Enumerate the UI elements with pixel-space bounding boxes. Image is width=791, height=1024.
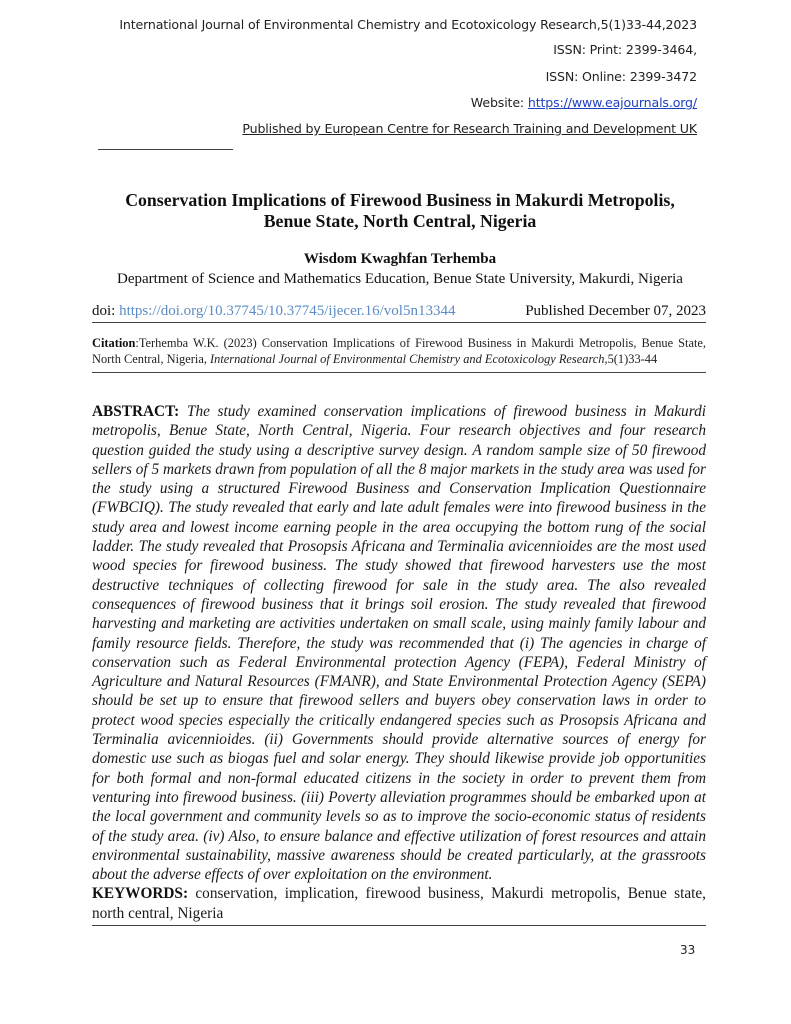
- journal-citation-header: International Journal of Environmental Chemistry and Ecotoxicology Research,5(1)33-44,2023: [119, 17, 697, 32]
- doi-line: [92, 303, 706, 323]
- doi-label: doi:: [92, 303, 120, 319]
- abstract-text: The study examined conservation implications of firewood business in Makurdi metropolis, Benue State, North Central, Nigeria. Four research objectives and four research question guided the study using a descriptive survey design. A random sample size of 50 firewood sellers of 5 markets drawn from population of all the 8 major markets in the study area was used for the study using a structured Firewood Business and Conservation Implication Questionnaire (FWBCIQ). The study revealed that early and late adult females were into firewood business in the study area and lowest income earning people in the area occupying the bottom rung of the social ladder. The study revealed that Prosopsis Africana and Terminalia avicennioides are the most used wood species for firewood business. The study showed that firewood harvesters use the most destructive techniques of collecting firewood for sale in the study area. The also revealed consequences of firewood business that it brings soil erosion. The study revealed that firewood harvesting and marketing are activities undertaken on small scale, using mainly family labour and family resource fields. Therefore, the study was recommended that (i) The agencies in charge of conservation such as Federal Environmental protection Agency (FEPA), Federal Ministry of Agriculture and Natural Resources (FMANR), and State Environmental Protection Agency (SEPA) should be set up to ensure that firewood sellers and buyers obey conservation laws in order to protect wood species especially the critically endangered species such as Prosopsis Africana and Terminalia avicennioides. (ii) Governments should provide alternative sources of energy for domestic use such as biogas fuel and solar energy. They should likewise provide job opportunities for both formal and non-formal educated citizens in the society in order to prevent them from venturing into firewood business. (iii) Poverty alleviation programmes should be embarked upon at the local government and community levels so as to improve the socio-economic status of residents of the study area. (iv) Also, to ensure balance and effective utilization of forest resources and attain environmental sustainability, massive awareness should be created particularly, at the grassroots about the adverse effects of over exploitation on the environment.: [92, 403, 706, 884]
- header-rule: [98, 149, 233, 150]
- abstract-block: [92, 402, 706, 884]
- issn-online: ISSN: Online: 2399-3472: [545, 69, 697, 84]
- author-name: Wisdom Kwaghfan Terhemba: [303, 251, 497, 267]
- website-label: Website:: [470, 95, 528, 110]
- issn-print: ISSN: Print: 2399-3464,: [553, 42, 697, 57]
- title-line-1: Conservation Implications of Firewood Business in Makurdi Metropolis,: [125, 190, 675, 210]
- doi: [92, 303, 455, 320]
- title-line-2: Benue State, North Central, Nigeria: [263, 211, 537, 231]
- website-line: [471, 95, 697, 110]
- citation-journal: International Journal of Environmental Chemistry and Ecotoxicology Research: [210, 352, 605, 367]
- citation-block: [92, 335, 706, 373]
- abstract-label: ABSTRACT:: [92, 403, 180, 420]
- citation-volume: ,5(1)33-44: [604, 352, 658, 367]
- author-affiliation: Department of Science and Mathematics Education, Benue State University, Makurdi, Nigeria: [117, 271, 683, 287]
- keywords-label: KEYWORDS:: [92, 885, 189, 903]
- article-title: [80, 190, 720, 232]
- abstract-section: [92, 402, 706, 926]
- keywords-block: [92, 884, 706, 926]
- website-link[interactable]: https://www.eajournals.org/: [527, 95, 697, 110]
- published-date: Published December 07, 2023: [525, 303, 706, 319]
- page-number: 33: [680, 943, 696, 957]
- keywords-text: conservation, implication, firewood business, Makurdi metropolis, Benue state, north central, Nigeria: [92, 885, 706, 922]
- citation-text: :Terhemba W.K. (2023) Conservation Implications of Firewood Business in Makurdi Metropolis, Benue State, North Central, Nigeria,: [92, 336, 706, 367]
- citation-label: Citation: [92, 336, 136, 350]
- doi-link[interactable]: https://doi.org/10.37745/10.37745/ijecer.16/vol5n13344: [119, 303, 456, 319]
- publisher-line: Published by European Centre for Research Training and Development UK: [242, 121, 697, 136]
